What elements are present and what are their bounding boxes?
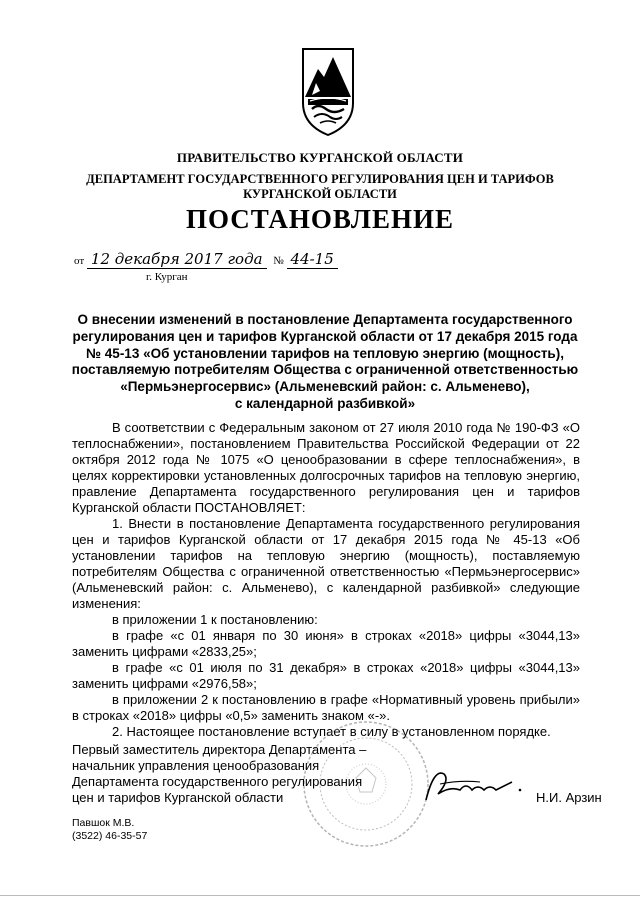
body-paragraph: в графе «с 01 июля по 31 декабря» в строках «2018» цифры «3044,13» заменить цифрами «2976,58»; [72, 660, 580, 691]
body-paragraph: в приложении 2 к постановлению в графе «Нормативный уровень прибыли» в строках «2018» цифры «0,5» заменить знаком «-». [72, 692, 580, 723]
subject-line: О внесении изменений в постановление Департамента государственного [77, 312, 573, 327]
signatory-block [72, 742, 366, 806]
subject-line: № 45-13 «Об установлении тарифов на тепловую энергию (мощность), [86, 345, 564, 361]
body-paragraph: в приложении 1 к постановлению: [112, 612, 318, 627]
body-paragraph: в графе «с 01 января по 30 июня» в строках «2018» цифры «3044,13» заменить цифрами «2833,25»; [72, 628, 580, 659]
coat-of-arms-icon [300, 45, 356, 137]
document-type-title: ПОСТАНОВЛЕНИЕ [185, 204, 455, 234]
signatory-title-line: Департамента государственного регулирования [72, 774, 363, 789]
document-body [72, 420, 580, 740]
handwritten-number: 44-15 [287, 250, 338, 269]
body-paragraph: 2. Настоящее постановление вступает в силу в установленном порядке. [112, 724, 551, 739]
city-label: г. Курган [146, 271, 188, 283]
signatory-title-line: начальник управления ценообразования [72, 758, 320, 773]
subject-line: регулирования цен и тарифов Курганской области от 17 декабря 2015 года [72, 328, 578, 344]
handwritten-date: 12 декабря 2017 года [87, 250, 267, 269]
dateline [74, 250, 338, 269]
handwritten-signature-icon [420, 760, 530, 810]
subject-line: поставляемую потребителям Общества с ограниченной ответственностью [71, 362, 579, 378]
scan-edge-artifact [0, 894, 640, 897]
document-subject [70, 312, 580, 413]
executor-name: Павшок М.В. [72, 817, 135, 829]
body-paragraph: 1. Внести в постановление Департамента государственного регулирования цен и тарифов Курганской области от 17 декабря 2015 года № 45-13 «Об установлении тарифов на тепловую энергию (мощность), поставляемую потребителям Общества с ограниченной ответственностью «Пермьэнергосервис» (Альменевский район: с. Альменево), с календарной разбивкой» следующие изменения: [72, 516, 580, 611]
date-from-label: от [74, 255, 85, 267]
department-name [0, 172, 640, 202]
signatory-name: Н.И. Арзин [536, 790, 602, 805]
executor-phone: (3522) 46-35-57 [72, 830, 148, 842]
executor-block [72, 817, 147, 843]
subject-line: с календарной разбивкой» [234, 395, 416, 411]
department-name-line2: КУРГАНСКОЙ ОБЛАСТИ [243, 187, 397, 201]
signatory-title-line: цен и тарифов Курганской области [72, 790, 284, 805]
subject-line: «Пермьэнергосервис» (Альменевский район: с. Альменево), [120, 379, 530, 395]
government-name: ПРАВИТЕЛЬСТВО КУРГАНСКОЙ ОБЛАСТИ [176, 150, 464, 165]
body-paragraph: В соответствии с Федеральным законом от 27 июля 2010 года № 190-ФЗ «О теплоснабжении», постановлением Правительства Российской Федерации от 22 октября 2012 года № 1075 «О ценообразовании в сфере теплоснабжения», в целях корректировки установленных долгосрочных тарифов на тепловую энергию, правление Департамента государственного регулирования цен и тарифов Курганской области ПОСТАНОВЛЯЕТ: [72, 420, 580, 515]
department-name-line1: ДЕПАРТАМЕНТ ГОСУДАРСТВЕННОГО РЕГУЛИРОВАНИЯ ЦЕН И ТАРИФОВ [86, 172, 554, 186]
number-label: № [273, 255, 284, 267]
signatory-title-line: Первый заместитель директора Департамента – [72, 742, 367, 757]
